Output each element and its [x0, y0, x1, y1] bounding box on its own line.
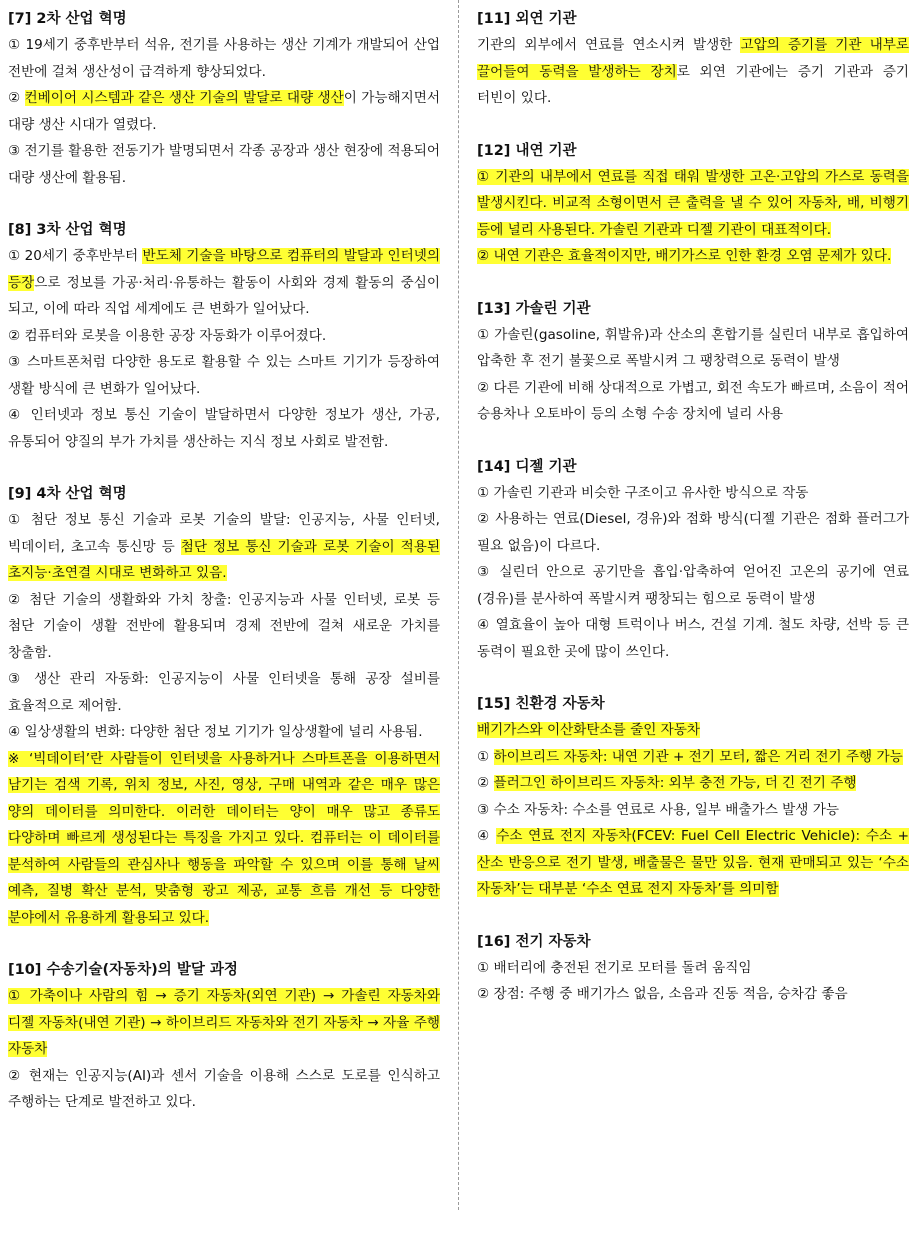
- highlighted-text: ※ ‘빅데이터’란 사람들이 인터넷을 사용하거나 스마트폰을 이용하면서 남기는 검색 기록, 위치 정보, 사진, 영상, 구매 내역과 같은 매우 많은 양의 데이터를 의미한다. 이러한 데이터는 양이 매우 많고 종류도 다양하며 빠르게 생성된다는 특징을 가지고 있다. 컴퓨터는 이 데이터를 분석하여 사람들의 관심사나 행동을 파악할 수 있으며 이를 통해 날씨 예측, 질병 확산 분석, 맞춤형 광고 제공, 교통 흐름 개선 등 다양한 분야에서 유용하게 활용되고 있다.: [8, 750, 440, 926]
- paragraph: [8, 666, 440, 719]
- highlighted-text: 수소 연료 전지 자동차(FCEV: Fuel Cell Electric Vehicle): 수소 + 산소 반응으로 전기 발생, 배출물은 물만 있음. 현재 판매되고 있는 ‘수소 자동차’는 대부분 ‘수소 연료 전지 자동차’를 의미함: [477, 828, 909, 897]
- column-divider: [458, 0, 459, 1210]
- highlighted-text: 배기가스와 이산화탄소를 줄인 자동차: [477, 722, 701, 738]
- text-segment: ① 19세기 중후반부터 석유, 전기를 사용하는 생산 기계가 개발되어 산업 전반에 걸쳐 생산성이 급격하게 향상되었다.: [8, 37, 440, 80]
- right-column: [477, 6, 909, 1008]
- paragraph: [477, 797, 909, 824]
- text-segment: ① 첨단 정보 통신 기술과 로봇 기술의 발달: 인공지능, 사물 인터넷, 빅데이터, 초고속 통신망 등: [8, 512, 440, 555]
- text-segment: ② 사용하는 연료(Diesel, 경유)와 점화 방식(디젤 기관은 점화 플러그가 필요 없음)이 다르다.: [477, 511, 909, 554]
- highlighted-text: 컨베이어 시스템과 같은 생산 기술의 발달로 대량 생산: [24, 90, 344, 106]
- section-title: [9] 4차 산업 혁명: [8, 486, 127, 502]
- section-title: [12] 내연 기관: [477, 142, 577, 159]
- section-title: [10] 수송기술(자동차)의 발달 과정: [8, 962, 238, 978]
- text-segment: ④ 인터넷과 정보 통신 기술이 발달하면서 다양한 정보가 생산, 가공, 유통되어 양질의 부가 가치를 생산하는 지식 정보 사회로 발전함.: [8, 407, 440, 450]
- left-column: [8, 6, 440, 1116]
- text-segment: ③ 전기를 활용한 전동기가 발명되면서 각종 공장과 생산 현장에 적용되어 대량 생산에 활용됨.: [8, 143, 440, 186]
- section-title: [7] 2차 산업 혁명: [8, 11, 127, 27]
- section-title: [8] 3차 산업 혁명: [8, 222, 127, 238]
- section-title: [16] 전기 자동차: [477, 933, 591, 950]
- highlighted-text: 첨단 정보 통신 기술과 로봇 기술이 적용된 초지능·초연결 시대로 변화하고 있음.: [8, 538, 440, 581]
- paragraph: [477, 717, 909, 744]
- highlighted-text: ① 가축이나 사람의 힘 → 증기 자동차(외연 기관) → 가솔린 자동차와 디젤 자동차(내연 기관) → 하이브리드 자동차와 전기 자동차 → 자율 주행 자동차: [8, 988, 440, 1057]
- section-title: [14] 디젤 기관: [477, 458, 577, 475]
- paragraph: [477, 243, 909, 270]
- paragraph: [477, 322, 909, 375]
- paragraph: [8, 85, 440, 138]
- paragraph: [8, 1063, 440, 1116]
- text-segment: ②: [477, 775, 494, 791]
- paragraph: [8, 243, 440, 323]
- text-segment: ④ 일상생활의 변화: 다양한 첨단 정보 기기가 일상생활에 널리 사용됨.: [8, 724, 423, 740]
- text-segment: ③ 스마트폰처럼 다양한 용도로 활용할 수 있는 스마트 기기가 등장하여 생활 방식에 큰 변화가 일어났다.: [8, 354, 440, 397]
- paragraph: [477, 480, 909, 507]
- text-segment: 이 가능해지면서 대량 생산 시대가 열렸다.: [8, 90, 441, 133]
- section: [477, 296, 909, 428]
- text-segment: 으로 정보를 가공·처리·유통하는 활동이 사회와 경제 활동의 중심이 되고, 이에 따라 직업 세계에도 큰 변화가 일어났다.: [8, 274, 440, 317]
- text-segment: ④ 열효율이 높아 대형 트럭이나 버스, 건설 기계. 철도 차량, 선박 등 큰 동력이 필요한 곳에 많이 쓰인다.: [477, 617, 909, 660]
- highlighted-text: 플러그인 하이브리드 자동차: 외부 충전 가능, 더 긴 전기 주행: [493, 775, 857, 791]
- section-title: [11] 외연 기관: [477, 11, 577, 27]
- paragraph: [8, 402, 440, 455]
- text-segment: 로 외연 기관에는 증기 기관과 증기 터빈이 있다.: [477, 63, 909, 106]
- paragraph: [8, 349, 440, 402]
- section: [477, 454, 909, 666]
- text-segment: 기관의 외부에서 연료를 연소시켜 발생한: [477, 37, 741, 53]
- text-segment: ① 가솔린 기관과 비슷한 구조이고 유사한 방식으로 작동: [477, 484, 809, 501]
- paragraph: [8, 507, 440, 587]
- text-segment: ③ 생산 관리 자동화: 인공지능이 사물 인터넷을 통해 공장 설비를 효율적으로 제어함.: [8, 671, 440, 714]
- text-segment: ② 장점: 주행 중 배기가스 없음, 소음과 진동 적음, 승차감 좋음: [477, 986, 848, 1002]
- paragraph: [477, 506, 909, 559]
- paragraph: [8, 323, 440, 350]
- paragraph: [8, 983, 440, 1063]
- paragraph: [8, 587, 440, 667]
- text-segment: ③ 수소 자동차: 수소를 연료로 사용, 일부 배출가스 발생 가능: [477, 801, 840, 818]
- text-segment: ④: [477, 828, 497, 844]
- section: [8, 957, 440, 1116]
- paragraph: [8, 746, 440, 932]
- paragraph: [477, 559, 909, 612]
- text-segment: ③ 실린더 안으로 공기만을 흡입·압축하여 얻어진 고온의 공기에 연료(경유)를 분사하여 폭발시켜 팽창되는 힘으로 동력이 발생: [477, 564, 909, 607]
- section: [477, 929, 909, 1008]
- section-title: [15] 친환경 자동차: [477, 696, 605, 712]
- section: [477, 691, 909, 903]
- text-segment: ①: [477, 748, 494, 765]
- paragraph: [477, 744, 909, 771]
- highlighted-text: ② 내연 기관은 효율적이지만, 배기가스로 인한 환경 오염 문제가 있다.: [477, 248, 892, 264]
- text-segment: ① 배터리에 충전된 전기로 모터를 돌려 움직임: [477, 959, 752, 976]
- section: [8, 6, 440, 191]
- highlighted-text: 하이브리드 자동차: 내연 기관 + 전기 모터, 짧은 거리 전기 주행 가능: [493, 748, 903, 765]
- text-segment: ②: [8, 90, 25, 106]
- paragraph: [477, 375, 909, 428]
- text-segment: ① 20세기 중후반부터: [8, 248, 143, 264]
- paragraph: [477, 770, 909, 797]
- paragraph: [477, 955, 909, 982]
- section: [8, 481, 440, 931]
- section-title: [13] 가솔린 기관: [477, 300, 591, 317]
- paragraph: [477, 981, 909, 1008]
- paragraph: [8, 32, 440, 85]
- paragraph: [477, 164, 909, 244]
- section: [477, 138, 909, 270]
- highlighted-text: 반도체 기술을 바탕으로 컴퓨터의 발달과 인터넷의 등장: [8, 248, 440, 291]
- paragraph: [8, 719, 440, 746]
- text-segment: ② 다른 기관에 비해 상대적으로 가볍고, 회전 속도가 빠르며, 소음이 적어 승용차나 오토바이 등의 소형 수송 장치에 널리 사용: [477, 379, 909, 422]
- paragraph: [477, 612, 909, 665]
- section: [477, 6, 909, 112]
- text-segment: ② 현재는 인공지능(AI)과 센서 기술을 이용해 스스로 도로를 인식하고 주행하는 단계로 발전하고 있다.: [8, 1067, 440, 1110]
- paragraph: [477, 32, 909, 112]
- text-segment: ① 가솔린(gasoline, 휘발유)과 산소의 혼합기를 실린더 내부로 흡입하여 압축한 후 전기 불꽃으로 폭발시켜 그 팽창력으로 동력이 발생: [477, 326, 909, 369]
- paragraph: [477, 823, 909, 903]
- text-segment: ② 첨단 기술의 생활화와 가치 창출: 인공지능과 사물 인터넷, 로봇 등 첨단 기술이 생활 전반에 활용되며 경제 전반에 걸쳐 새로운 가치를 창출함.: [8, 591, 440, 661]
- highlighted-text: ① 기관의 내부에서 연료를 직접 태워 발생한 고온·고압의 가스로 동력을 발생시킨다. 비교적 소형이면서 큰 출력을 낼 수 있어 자동차, 배, 비행기 등에 널리 사용된다. 가솔린 기관과 디젤 기관이 대표적이다.: [477, 168, 909, 238]
- section: [8, 217, 440, 455]
- paragraph: [8, 138, 440, 191]
- highlighted-text: 고압의 증기를 기관 내부로 끌어들여 동력을 발생하는 장치: [477, 37, 909, 80]
- text-segment: ② 컴퓨터와 로봇을 이용한 공장 자동화가 이루어졌다.: [8, 327, 327, 344]
